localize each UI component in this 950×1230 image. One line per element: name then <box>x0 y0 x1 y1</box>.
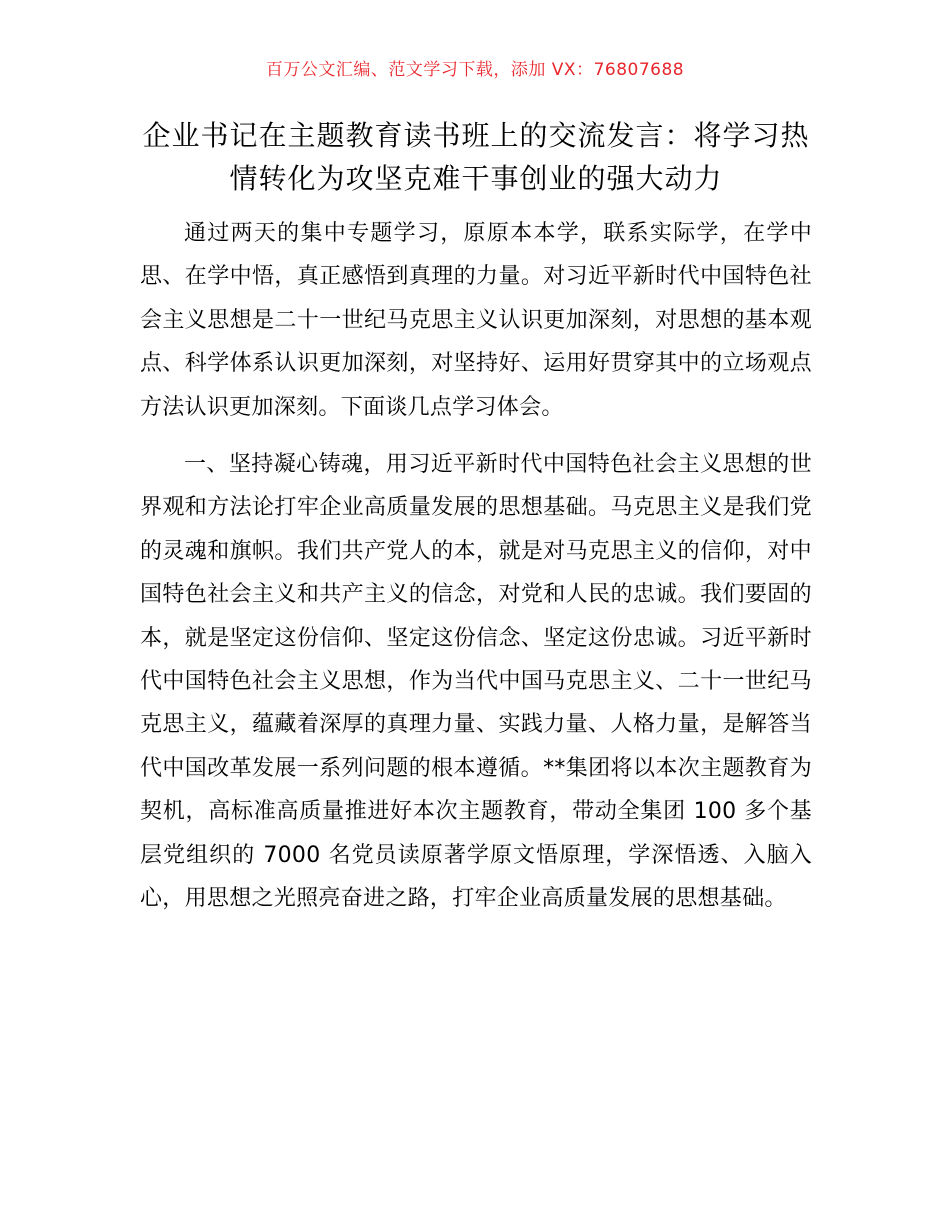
paragraph: 通过两天的集中专题学习，原原本本学，联系实际学，在学中思、在学中悟，真正感悟到真理的力量。对习近平新时代中国特色社会主义思想是二十一世纪马克思主义认识更加深刻，对思想的基本观点、科学体系认识更加深刻，对坚持好、运用好贯穿其中的立场观点方法认识更加深刻。下面谈几点学习体会。 <box>140 221 812 420</box>
document-title: 企业书记在主题教育读书班上的交流发言：将学习热情转化为攻坚克难干事创业的强大动力 <box>142 119 810 195</box>
document-body <box>140 212 812 935</box>
header-banner: 百万公文汇编、范文学习下载，添加 VX：76807688 <box>265 60 685 80</box>
paragraph: 一、坚持凝心铸魂，用习近平新时代中国特色社会主义思想的世界观和方法论打牢企业高质量发展的思想基础。马克思主义是我们党的灵魂和旗帜。我们共产党人的本，就是对马克思主义的信仰，对中国特色社会主义和共产主义的信念，对党和人民的忠诚。我们要固的本，就是坚定这份信仰、坚定这份信念、坚定这份忠诚。习近平新时代中国特色社会主义思想，作为当代中国马克思主义、二十一世纪马克思主义，蕴藏着深厚的真理力量、实践力量、人格力量，是解答当代中国改革发展一系列问题的根本遵循。**集团将以本次主题教育为契机，高标准高质量推进好本次主题教育，带动全集团 100 多个基层党组织的 7000 名党员读原著学原文悟原理，学深悟透、入脑入心，用思想之光照亮奋进之路，打牢企业高质量发展的思想基础。 <box>140 452 812 912</box>
